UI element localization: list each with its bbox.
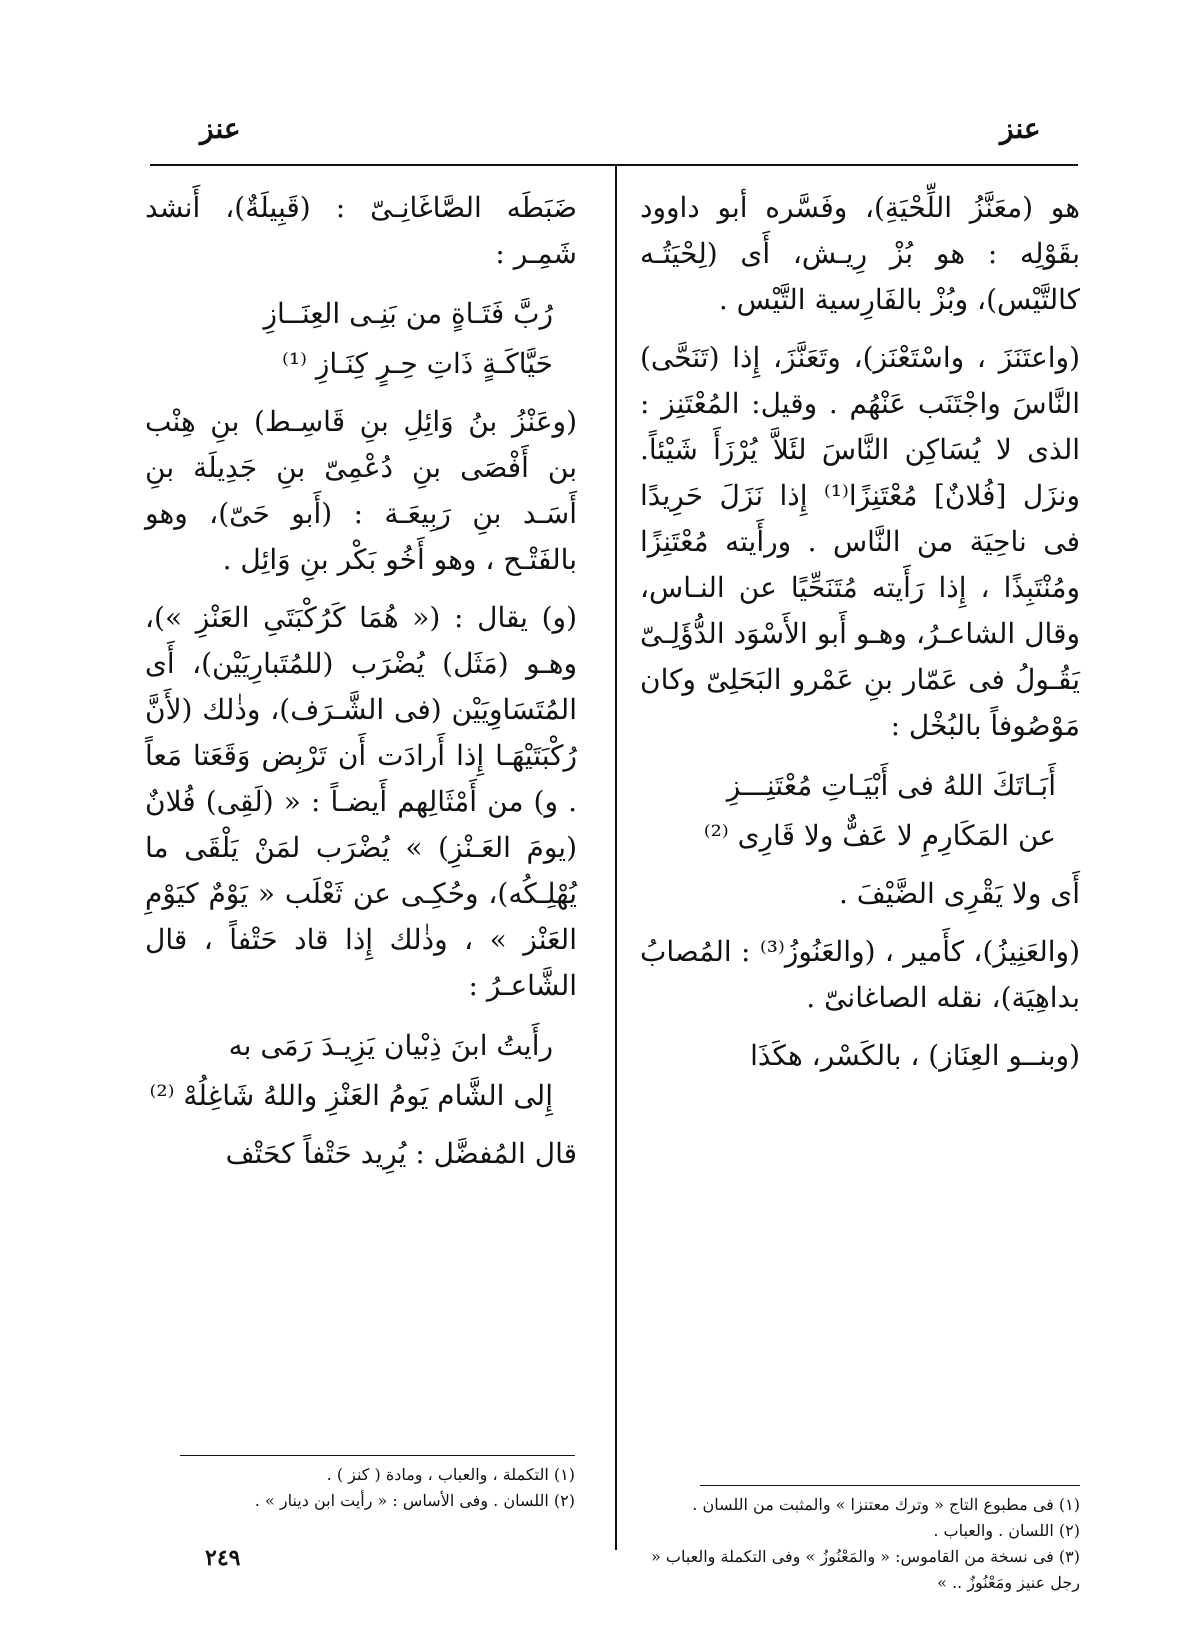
paragraph: قال المُفضَّل : يُرِيد حَتْفاً كحَتْف <box>225 1137 577 1170</box>
paragraph: أَى ولا يَقْرِى الضَّيْفَ . <box>838 877 1080 910</box>
paragraph: (وعَنْزُ بنُ وَائِلِ بنِ قَاسِـط) بنِ هِنْب بن أَفْصَى بنِ دُعْمِىّ بنِ جَدِيلَة بنِ أَسَـد بنِ رَبِيعَـة : (أَبو حَىّ)، وهو بالفَتْـح ، وهو أَخُو بَكْر بنِ وَائِل . <box>145 405 577 576</box>
footnote: (٣) فى نسخة من القاموس: « والمَعْنُوزُ » وفى التكملة والعباب « رجل عنيز ومَعْنُوزٌ .. » <box>651 1547 1080 1592</box>
paragraph: (وبنــو العِنَاز) ، بالكَسْر، هكَذَا <box>750 1039 1080 1072</box>
column-divider <box>615 164 617 1550</box>
verse-line: رُبَّ فَتَـاةٍ من بَنِـى العِنَــازِ <box>263 297 553 330</box>
verse-line: إِلى الشَّام يَومُ العَنْزِ واللهُ شَاغِلُهْ ⁽²⁾ <box>149 1079 553 1112</box>
paragraph: (و) يقال : (« هُمَا كَرُكْبَتَىِ العَنْزِ »)، وهـو (مَثَل) يُضْرَب (للمُتَبارِيَيْن)، أَى المُتَسَاوِيَيْن (فى الشَّـرَف)، وذٰلك (لأَنَّ رُكْبَتَيْهَـا إِذا أَرادَت أَن تَرْبِض وَقَعَتا مَعاً . و) من أَمْثَالِهم أَيضـاً : « (لَقِى) فُلانٌ (يومَ العَـنْزِ) » يُضْرَب لمَنْ يَلْقَى ما يُهْلِـكُه)، وحُكِـى عن ثَعْلَب « يَوْمٌ كيَوْمِ العَنْز » ، وذٰلك إِذا قاد حَتْفاً ، قال الشَّاعـرُ : <box>145 601 577 1002</box>
running-header-left: عنز <box>200 112 241 145</box>
footnotes-right <box>640 1492 1080 1596</box>
right-column <box>640 185 1080 1091</box>
footnote: (٢) اللسان . وفى الأساس : « رأيت ابن دينار » . <box>254 1491 575 1510</box>
paragraph: (واعتَنَزَ ، واسْتَعْنَز)، وتَعَنَّزَ، إِذا (تَنَحَّى) النَّاسَ واجْتَنَب عَنْهُم . وقيل: المُعْتَنِز : الذى لا يُسَاكِن النَّاسَ لئَلاَّ يُرْزَأَ شَيْئاً. ونزَل [فُلانٌ] مُعْتَنِزًا⁽¹⁾ إِذا نَزَلَ حَرِيدًا فى ناحِيَة من النَّاس . ورأَيته مُعْتَنِزًا ومُنْتَبِذًا ، إِذا رَأَيته مُتَنَحِّيًا عن النـاس، وقال الشاعـرُ، وهـو أَبو الأَسْوَد الدُّؤَلِـىّ يَقُـولُ فى عَمّار بنِ عَمْرو البَحَلِىّ وكان مَوْصُوفاً بالبُخْل : <box>640 341 1081 742</box>
footnote: (٢) اللسان . والعباب . <box>933 1521 1080 1540</box>
verse-line: رأَيتُ ابنَ ذِبْيان يَزِيـدَ رَمَى به <box>228 1029 553 1062</box>
verse <box>145 1021 577 1121</box>
footnote-rule-right <box>700 1485 1080 1486</box>
footnote: (١) فى مطبوع التاج « وترك معتنزا » والمثبت من اللسان . <box>692 1495 1080 1514</box>
footnotes-left <box>180 1462 575 1514</box>
left-column <box>145 185 577 1189</box>
verse-line: عن المَكَارِمِ لا عَفٌّ ولا قَارِى ⁽²⁾ <box>703 819 1056 852</box>
verse-line: حَيَّاكَـةٍ ذَاتِ حِـرٍ كِنَـازِ ⁽¹⁾ <box>281 347 553 380</box>
page-number: ٢٤٩ <box>205 1545 241 1571</box>
header-rule <box>150 164 1078 166</box>
verse-line: أَبَـاتَكَ اللهُ فى أَبْيَـاتِ مُعْتَنِـــزِ <box>726 769 1056 802</box>
paragraph: (والعَنِيزُ)، كأَمير ، (والعَنُوزُ⁽³⁾ : المُصابُ بداهِيَة)، نقله الصاغانىّ . <box>640 935 1080 1014</box>
verse <box>640 761 1080 861</box>
footnote: (١) التكملة ، والعباب ، ومادة ( كنز ) . <box>326 1465 575 1484</box>
verse <box>145 289 577 389</box>
footnote-rule-left <box>180 1455 575 1456</box>
paragraph: هو (معَنَّزُ اللِّحْيَةِ)، وفَسَّره أبو داوود بقَوْلِه : هو بُزْ رِيـش، أَى (لِحْيَتُـه كالتَّيْس)، وبُزْ بالفَارِسية التَّيْس . <box>640 191 1080 316</box>
paragraph: ضَبَطَه الصَّاغَانِـىّ : (قَبِيلَةٌ)، أَنشد شَمِـر : <box>145 191 577 270</box>
running-header-right: عنز <box>1000 112 1041 145</box>
